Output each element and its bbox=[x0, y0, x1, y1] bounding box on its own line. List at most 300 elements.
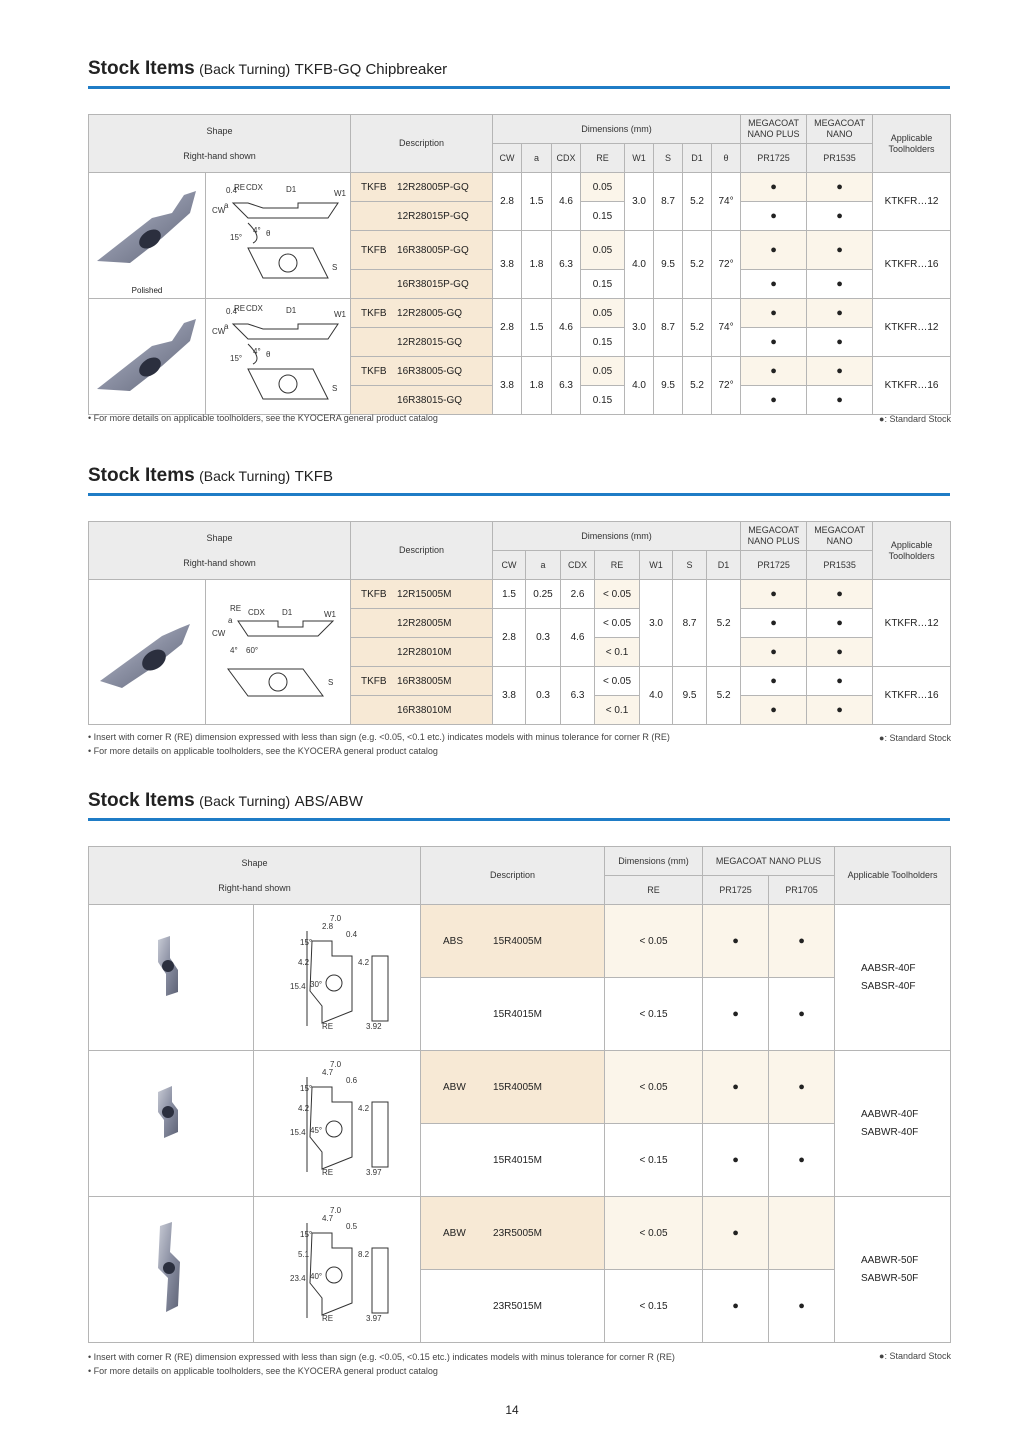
svg-text:4°: 4° bbox=[253, 347, 261, 356]
stock-pr1535: ● bbox=[807, 357, 873, 386]
footnote-catalog: • For more details on applicable toolholders, see the KYOCERA general product catalog bbox=[88, 746, 438, 756]
insert-image-tkfb bbox=[92, 596, 202, 706]
re-value: < 0.05 bbox=[595, 667, 640, 696]
theta-value: 74° bbox=[712, 299, 741, 357]
svg-text:0.4: 0.4 bbox=[226, 307, 238, 316]
legend-standard-stock: ●: Standard Stock bbox=[879, 733, 951, 743]
title-sub: (Back Turning) bbox=[199, 468, 291, 484]
re-value: < 0.15 bbox=[605, 1124, 703, 1197]
cw-value: 2.8 bbox=[493, 299, 522, 357]
svg-text:W1: W1 bbox=[334, 310, 346, 319]
toolholder: KTKFR…12 bbox=[873, 299, 951, 357]
toolholder: KTKFR…12 bbox=[873, 173, 951, 231]
svg-text:4.2: 4.2 bbox=[298, 958, 310, 967]
re-value: < 0.05 bbox=[605, 1051, 703, 1124]
product-description bbox=[351, 328, 493, 357]
footnotes bbox=[88, 1350, 675, 1378]
stock-pr1705: ● bbox=[769, 905, 835, 978]
title-sub: (Back Turning) bbox=[199, 61, 291, 77]
insert-drawing bbox=[206, 299, 351, 415]
stock-pr1535: ● bbox=[807, 202, 873, 231]
svg-text:CW: CW bbox=[212, 206, 226, 215]
svg-text:0.4: 0.4 bbox=[226, 186, 238, 195]
svg-text:8.2: 8.2 bbox=[358, 1250, 370, 1259]
title-main: Stock Items bbox=[88, 58, 195, 79]
svg-text:45°: 45° bbox=[310, 1126, 323, 1135]
insert-photo bbox=[89, 173, 206, 299]
w1-value: 3.0 bbox=[625, 299, 654, 357]
table-row bbox=[89, 1051, 951, 1124]
svg-text:4°: 4° bbox=[253, 226, 261, 235]
svg-text:3.97: 3.97 bbox=[366, 1314, 382, 1323]
grade-nano-plus-header: MEGACOAT NANO PLUS bbox=[703, 847, 835, 876]
a-value: 1.5 bbox=[522, 299, 552, 357]
product-description: TKFB 16R38005M bbox=[351, 667, 493, 696]
product-description: ABS 15R4005M bbox=[421, 905, 605, 978]
toolholders bbox=[835, 905, 951, 1051]
stock-pr1535: ● bbox=[807, 696, 873, 725]
title-model: TKFB-GQ Chipbreaker bbox=[294, 61, 448, 78]
svg-text:W1: W1 bbox=[334, 189, 346, 198]
insert-image-abw bbox=[146, 1076, 196, 1168]
cdx-value: 6.3 bbox=[552, 231, 581, 299]
product-code: 15R4015M bbox=[493, 1154, 542, 1166]
svg-text:CW: CW bbox=[212, 628, 226, 638]
re-value: < 0.15 bbox=[605, 978, 703, 1051]
product-code: 12R28015-GQ bbox=[397, 336, 463, 348]
svg-text:RE: RE bbox=[322, 1168, 334, 1177]
cdx-value: 6.3 bbox=[552, 357, 581, 415]
stock-pr1725: ● bbox=[741, 173, 807, 202]
product-code: 16R38005M bbox=[397, 675, 452, 687]
legend-standard-stock: ●: Standard Stock bbox=[879, 1351, 951, 1361]
stock-pr1705: ● bbox=[769, 1051, 835, 1124]
table-row bbox=[89, 905, 951, 978]
theta-value: 72° bbox=[712, 357, 741, 415]
stock-pr1535: ● bbox=[807, 299, 873, 328]
svg-text:2.8: 2.8 bbox=[322, 922, 334, 931]
toolholder: AABWR-50F bbox=[861, 1254, 919, 1266]
table-row bbox=[89, 1197, 951, 1270]
svg-text:5.1: 5.1 bbox=[298, 1250, 310, 1259]
col-cw: CW bbox=[493, 144, 522, 173]
section-title-tkfb bbox=[88, 465, 950, 496]
insert-image-gq bbox=[92, 301, 202, 411]
re-value: 0.05 bbox=[581, 231, 625, 270]
stock-pr1725: ● bbox=[703, 905, 769, 978]
dimension-drawing-abw bbox=[262, 1057, 412, 1187]
a-value: 0.3 bbox=[526, 609, 561, 667]
footnote-catalog: • For more details on applicable toolholders, see the KYOCERA general product catalog bbox=[88, 1366, 438, 1376]
table-row bbox=[89, 299, 951, 328]
insert-drawing bbox=[206, 580, 351, 725]
stock-pr1535: ● bbox=[807, 231, 873, 270]
s-value: 8.7 bbox=[654, 173, 683, 231]
stock-pr1535: ● bbox=[807, 667, 873, 696]
product-description: TKFB 16R38005P-GQ bbox=[351, 231, 493, 270]
re-value: 0.15 bbox=[581, 270, 625, 299]
product-description: TKFB 16R38005-GQ bbox=[351, 357, 493, 386]
dimension-drawing-abw bbox=[262, 1203, 412, 1333]
w1-value: 4.0 bbox=[625, 357, 654, 415]
product-code: 12R28010M bbox=[397, 646, 452, 658]
dimensions-header: Dimensions (mm) bbox=[493, 522, 741, 551]
stock-pr1725: ● bbox=[741, 357, 807, 386]
product-code: 23R5005M bbox=[493, 1227, 542, 1239]
d1-value: 5.2 bbox=[683, 173, 712, 231]
product-description bbox=[421, 1270, 605, 1343]
svg-text:RE: RE bbox=[322, 1022, 334, 1031]
svg-text:23.4: 23.4 bbox=[290, 1274, 306, 1283]
w1-value: 4.0 bbox=[640, 667, 673, 725]
re-value: 0.05 bbox=[581, 173, 625, 202]
insert-photo bbox=[89, 580, 206, 725]
stock-pr1535: ● bbox=[807, 638, 873, 667]
stock-pr1725: ● bbox=[741, 638, 807, 667]
insert-drawing bbox=[254, 905, 421, 1051]
col-re: RE bbox=[595, 551, 640, 580]
a-value: 1.8 bbox=[522, 231, 552, 299]
s-value: 9.5 bbox=[654, 357, 683, 415]
col-pr1725: PR1725 bbox=[703, 876, 769, 905]
s-value: 8.7 bbox=[654, 299, 683, 357]
stock-pr1725: ● bbox=[741, 609, 807, 638]
col-theta: θ bbox=[712, 144, 741, 173]
col-w1: W1 bbox=[625, 144, 654, 173]
svg-text:7.0: 7.0 bbox=[330, 1206, 342, 1215]
col-cdx: CDX bbox=[552, 144, 581, 173]
insert-image-abw bbox=[146, 1222, 196, 1314]
s-value: 9.5 bbox=[673, 667, 707, 725]
re-value: < 0.05 bbox=[605, 1197, 703, 1270]
svg-text:15°: 15° bbox=[230, 233, 243, 242]
product-description: TKFB 12R28005P-GQ bbox=[351, 173, 493, 202]
svg-text:15°: 15° bbox=[230, 354, 243, 363]
col-pr1535: PR1535 bbox=[807, 551, 873, 580]
product-description: ABW 15R4005M bbox=[421, 1051, 605, 1124]
re-value: 0.05 bbox=[581, 299, 625, 328]
stock-pr1725: ● bbox=[741, 299, 807, 328]
stock-pr1725: ● bbox=[741, 231, 807, 270]
toolholders-header: Applicable Toolholders bbox=[873, 522, 951, 580]
insert-drawing bbox=[254, 1197, 421, 1343]
footnote-catalog: • For more details on applicable toolholders, see the KYOCERA general product catalog bbox=[88, 413, 438, 423]
col-w1: W1 bbox=[640, 551, 673, 580]
grade-nano-header: MEGACOAT NANO bbox=[807, 522, 873, 551]
product-code: 16R38005-GQ bbox=[397, 365, 463, 377]
stock-pr1535: ● bbox=[807, 580, 873, 609]
col-pr1725: PR1725 bbox=[741, 551, 807, 580]
svg-text:a: a bbox=[224, 201, 229, 210]
toolholders-header: Applicable Toolholders bbox=[873, 115, 951, 173]
svg-text:7.0: 7.0 bbox=[330, 1060, 342, 1069]
shape-header: Shape Right-hand shown bbox=[89, 115, 351, 173]
re-value: < 0.05 bbox=[595, 609, 640, 638]
stock-table-tkfb bbox=[88, 521, 951, 725]
svg-text:CW: CW bbox=[212, 327, 226, 336]
product-description bbox=[351, 638, 493, 667]
svg-text:S: S bbox=[332, 263, 338, 272]
svg-text:3.92: 3.92 bbox=[366, 1022, 382, 1031]
stock-pr1705 bbox=[769, 1197, 835, 1270]
stock-pr1725: ● bbox=[741, 696, 807, 725]
stock-pr1725: ● bbox=[741, 667, 807, 696]
cdx-value: 4.6 bbox=[552, 173, 581, 231]
svg-text:30°: 30° bbox=[310, 980, 323, 989]
col-re: RE bbox=[605, 876, 703, 905]
stock-pr1725: ● bbox=[741, 580, 807, 609]
toolholders bbox=[835, 1051, 951, 1197]
insert-drawing bbox=[254, 1051, 421, 1197]
product-description: ABW 23R5005M bbox=[421, 1197, 605, 1270]
svg-text:CDX: CDX bbox=[246, 183, 263, 192]
cw-value: 3.8 bbox=[493, 357, 522, 415]
section-title-tkfb-gq bbox=[88, 58, 950, 89]
dimensions-header: Dimensions (mm) bbox=[493, 115, 741, 144]
title-main: Stock Items bbox=[88, 465, 195, 486]
svg-text:7.0: 7.0 bbox=[330, 914, 342, 923]
insert-photo bbox=[89, 299, 206, 415]
cw-value: 2.8 bbox=[493, 173, 522, 231]
product-code: 16R38010M bbox=[397, 704, 452, 716]
toolholder: KTKFR…16 bbox=[873, 357, 951, 415]
product-description bbox=[421, 1124, 605, 1197]
a-value: 1.5 bbox=[522, 173, 552, 231]
dimension-drawing-gq bbox=[208, 299, 348, 411]
title-model: ABS/ABW bbox=[294, 793, 363, 810]
product-code: 12R28005-GQ bbox=[397, 307, 463, 319]
stock-pr1725: ● bbox=[741, 386, 807, 415]
stock-pr1725: ● bbox=[703, 978, 769, 1051]
svg-text:RE: RE bbox=[234, 183, 246, 192]
footnote-corner-r: • Insert with corner R (RE) dimension expressed with less than sign (e.g. <0.05, <0.1 etc.) indicates models with minus tolerance for corner R (RE) bbox=[88, 732, 670, 742]
w1-value: 3.0 bbox=[640, 580, 673, 667]
svg-text:15°: 15° bbox=[300, 938, 313, 947]
d1-value: 5.2 bbox=[707, 580, 741, 667]
svg-text:15.4: 15.4 bbox=[290, 1128, 306, 1137]
stock-pr1725: ● bbox=[703, 1197, 769, 1270]
page-number: 14 bbox=[505, 1403, 519, 1417]
product-description: TKFB 12R15005M bbox=[351, 580, 493, 609]
col-cdx: CDX bbox=[561, 551, 595, 580]
svg-text:4.2: 4.2 bbox=[358, 1104, 370, 1113]
svg-text:D1: D1 bbox=[286, 306, 297, 315]
table-row bbox=[89, 173, 951, 202]
toolholder: SABWR-40F bbox=[861, 1126, 919, 1138]
stock-table-abs-abw bbox=[88, 846, 951, 1343]
a-value: 0.25 bbox=[526, 580, 561, 609]
product-code: 23R5015M bbox=[493, 1300, 542, 1312]
svg-text:0.6: 0.6 bbox=[346, 1076, 358, 1085]
col-pr1535: PR1535 bbox=[807, 144, 873, 173]
product-code: 12R15005M bbox=[397, 588, 452, 600]
table-row bbox=[89, 580, 951, 609]
product-code: 15R4015M bbox=[493, 1008, 542, 1020]
col-a: a bbox=[522, 144, 552, 173]
svg-text:θ: θ bbox=[266, 350, 271, 359]
re-value: < 0.1 bbox=[595, 638, 640, 667]
toolholder: AABWR-40F bbox=[861, 1108, 919, 1120]
svg-text:S: S bbox=[332, 384, 338, 393]
svg-text:CDX: CDX bbox=[248, 607, 265, 617]
description-header: Description bbox=[351, 522, 493, 580]
stock-pr1705: ● bbox=[769, 1270, 835, 1343]
svg-text:15°: 15° bbox=[300, 1230, 313, 1239]
col-s: S bbox=[673, 551, 707, 580]
toolholder: SABSR-40F bbox=[861, 980, 916, 992]
d1-value: 5.2 bbox=[683, 357, 712, 415]
d1-value: 5.2 bbox=[683, 231, 712, 299]
stock-pr1725: ● bbox=[703, 1051, 769, 1124]
col-s: S bbox=[654, 144, 683, 173]
svg-text:60°: 60° bbox=[246, 645, 259, 655]
svg-text:15.4: 15.4 bbox=[290, 982, 306, 991]
col-d1: D1 bbox=[683, 144, 712, 173]
product-description: TKFB 12R28005-GQ bbox=[351, 299, 493, 328]
polished-label: Polished bbox=[131, 286, 163, 295]
toolholders bbox=[835, 1197, 951, 1343]
dimension-drawing-abs bbox=[262, 911, 412, 1041]
insert-drawing bbox=[206, 173, 351, 299]
svg-text:RE: RE bbox=[322, 1314, 334, 1323]
title-model: TKFB bbox=[294, 468, 333, 485]
title-main: Stock Items bbox=[88, 790, 195, 811]
insert-image-gq bbox=[92, 173, 202, 283]
col-re: RE bbox=[581, 144, 625, 173]
d1-value: 5.2 bbox=[683, 299, 712, 357]
dimensions-header: Dimensions (mm) bbox=[605, 847, 703, 876]
insert-photo bbox=[89, 1197, 254, 1343]
s-value: 9.5 bbox=[654, 231, 683, 299]
svg-text:4.7: 4.7 bbox=[322, 1068, 334, 1077]
svg-text:D1: D1 bbox=[286, 185, 297, 194]
re-value: 0.15 bbox=[581, 328, 625, 357]
title-sub: (Back Turning) bbox=[199, 793, 291, 809]
svg-text:CDX: CDX bbox=[246, 304, 263, 313]
re-value: 0.05 bbox=[581, 357, 625, 386]
grade-nano-plus-header: MEGACOAT NANO PLUS bbox=[741, 115, 807, 144]
a-value: 0.3 bbox=[526, 667, 561, 725]
cdx-value: 6.3 bbox=[561, 667, 595, 725]
cw-value: 3.8 bbox=[493, 231, 522, 299]
description-header: Description bbox=[351, 115, 493, 173]
d1-value: 5.2 bbox=[707, 667, 741, 725]
grade-nano-plus-header: MEGACOAT NANO PLUS bbox=[741, 522, 807, 551]
col-a: a bbox=[526, 551, 561, 580]
svg-text:S: S bbox=[328, 677, 334, 687]
svg-text:40°: 40° bbox=[310, 1272, 323, 1281]
stock-pr1535: ● bbox=[807, 609, 873, 638]
stock-pr1535: ● bbox=[807, 270, 873, 299]
toolholder: KTKFR…16 bbox=[873, 667, 951, 725]
shape-header: Shape Right-hand shown bbox=[89, 522, 351, 580]
svg-text:θ: θ bbox=[266, 229, 271, 238]
product-description bbox=[351, 202, 493, 231]
stock-pr1705: ● bbox=[769, 978, 835, 1051]
col-d1: D1 bbox=[707, 551, 741, 580]
product-code: 16R38005P-GQ bbox=[397, 244, 469, 256]
product-code: 15R4005M bbox=[493, 1081, 542, 1093]
toolholder: AABSR-40F bbox=[861, 962, 916, 974]
stock-pr1535: ● bbox=[807, 173, 873, 202]
stock-pr1725: ● bbox=[741, 202, 807, 231]
insert-photo bbox=[89, 1051, 254, 1197]
re-value: < 0.15 bbox=[605, 1270, 703, 1343]
re-value: < 0.05 bbox=[605, 905, 703, 978]
cw-value: 1.5 bbox=[493, 580, 526, 609]
section-title-abs-abw bbox=[88, 790, 950, 821]
toolholder: KTKFR…12 bbox=[873, 580, 951, 667]
svg-text:0.4: 0.4 bbox=[346, 930, 358, 939]
col-pr1725: PR1725 bbox=[741, 144, 807, 173]
product-code: 16R38015-GQ bbox=[397, 394, 463, 406]
svg-text:4.2: 4.2 bbox=[358, 958, 370, 967]
cdx-value: 4.6 bbox=[561, 609, 595, 667]
re-value: 0.15 bbox=[581, 386, 625, 415]
svg-text:4.2: 4.2 bbox=[298, 1104, 310, 1113]
toolholder: KTKFR…16 bbox=[873, 231, 951, 299]
s-value: 8.7 bbox=[673, 580, 707, 667]
svg-text:4.7: 4.7 bbox=[322, 1214, 334, 1223]
a-value: 1.8 bbox=[522, 357, 552, 415]
product-code: 15R4005M bbox=[493, 935, 542, 947]
cdx-value: 4.6 bbox=[552, 299, 581, 357]
insert-photo bbox=[89, 905, 254, 1051]
footnotes bbox=[88, 730, 670, 758]
theta-value: 74° bbox=[712, 173, 741, 231]
dimension-drawing-gq bbox=[208, 178, 348, 290]
svg-text:3.97: 3.97 bbox=[366, 1168, 382, 1177]
re-value: < 0.05 bbox=[595, 580, 640, 609]
col-pr1705: PR1705 bbox=[769, 876, 835, 905]
stock-pr1725: ● bbox=[703, 1270, 769, 1343]
svg-text:a: a bbox=[224, 322, 229, 331]
svg-text:RE: RE bbox=[234, 304, 246, 313]
toolholder: SABWR-50F bbox=[861, 1272, 919, 1284]
svg-text:0.5: 0.5 bbox=[346, 1222, 358, 1231]
legend-standard-stock: ●: Standard Stock bbox=[879, 414, 951, 424]
product-code: 16R38015P-GQ bbox=[397, 278, 469, 290]
product-description bbox=[351, 609, 493, 638]
svg-text:15°: 15° bbox=[300, 1084, 313, 1093]
re-value: 0.15 bbox=[581, 202, 625, 231]
footnote-corner-r: • Insert with corner R (RE) dimension expressed with less than sign (e.g. <0.05, <0.15 etc.) indicates models with minus tolerance for corner R (RE) bbox=[88, 1352, 675, 1362]
stock-pr1725: ● bbox=[703, 1124, 769, 1197]
stock-pr1725: ● bbox=[741, 270, 807, 299]
shape-header: Shape Right-hand shown bbox=[89, 847, 421, 905]
toolholders-header: Applicable Toolholders bbox=[835, 847, 951, 905]
col-cw: CW bbox=[493, 551, 526, 580]
grade-nano-header: MEGACOAT NANO bbox=[807, 115, 873, 144]
cw-value: 3.8 bbox=[493, 667, 526, 725]
product-description bbox=[421, 978, 605, 1051]
w1-value: 4.0 bbox=[625, 231, 654, 299]
svg-text:RE: RE bbox=[230, 603, 242, 613]
stock-pr1535: ● bbox=[807, 328, 873, 357]
svg-text:4°: 4° bbox=[230, 645, 238, 655]
stock-pr1725: ● bbox=[741, 328, 807, 357]
dimension-drawing-tkfb bbox=[208, 581, 348, 721]
cw-value: 2.8 bbox=[493, 609, 526, 667]
stock-pr1535: ● bbox=[807, 386, 873, 415]
product-code: 12R28015P-GQ bbox=[397, 210, 469, 222]
w1-value: 3.0 bbox=[625, 173, 654, 231]
svg-text:a: a bbox=[228, 615, 233, 625]
stock-pr1705: ● bbox=[769, 1124, 835, 1197]
product-code: 12R28005M bbox=[397, 617, 452, 629]
stock-table-tkfb-gq bbox=[88, 114, 951, 415]
cdx-value: 2.6 bbox=[561, 580, 595, 609]
